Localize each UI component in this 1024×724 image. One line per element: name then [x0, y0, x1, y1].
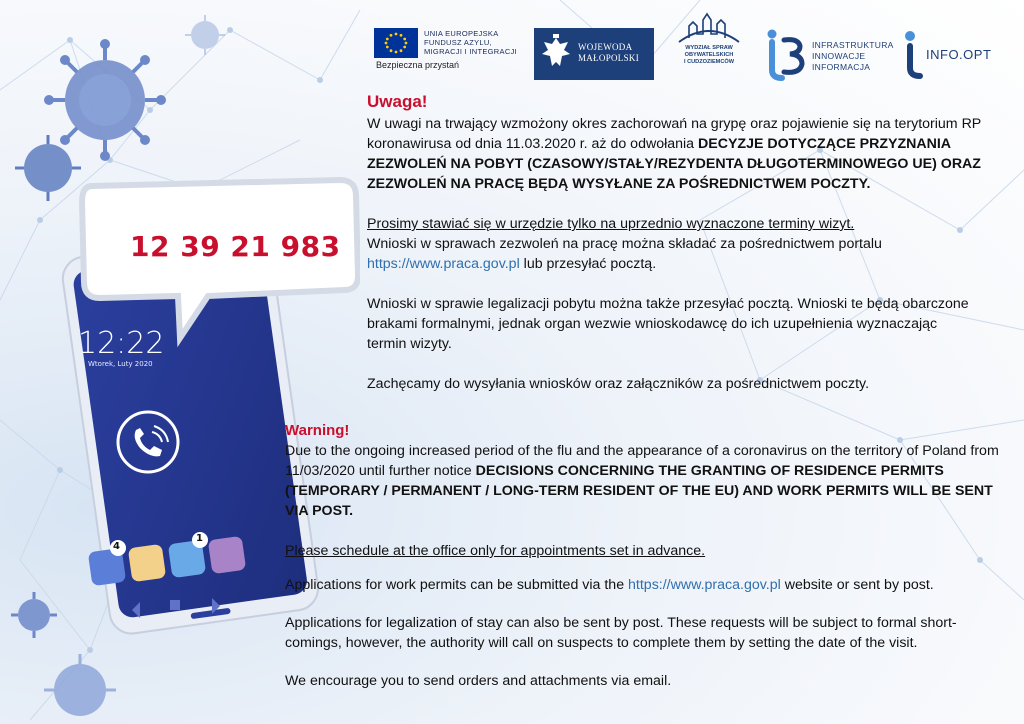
polish-paragraph-1 [367, 114, 1007, 194]
info-emblem-icon [898, 28, 926, 80]
wsoc-logo-text: WYDZIAŁ SPRAW OBYWATELSKICH I CUDZOZIEMCÓW [683, 45, 735, 65]
badge-count: 4 [113, 541, 120, 552]
english-paragraph-2: Please schedule at the office only for appointments set in advance. [285, 543, 706, 559]
english-paragraph-3 [285, 575, 1010, 595]
eu-logo-caption: Bezpieczna przystań [376, 60, 460, 70]
english-p1-bold: DECISIONS CONCERNING THE GRANTING OF RESIDENCE PERMITS (TEMPORARY / PERMANENT / LONG-TERM RESIDENT OF THE EU) AND WORK PERMITS WILL BE SENT VIA POST. [285, 463, 993, 519]
polish-p2-text: Wnioski w sprawach zezwoleń na pracę można składać za pośrednictwem portalu [367, 236, 882, 252]
praca-gov-link-en[interactable]: https://www.praca.gov.pl [628, 577, 781, 593]
badge-count: 1 [196, 533, 203, 544]
english-heading: Warning! [285, 422, 350, 439]
praca-gov-link[interactable]: https://www.praca.gov.pl [367, 256, 520, 272]
info-opt-logo [898, 28, 1008, 80]
polish-paragraph-2 [367, 214, 1007, 274]
eu-fund-logo [374, 28, 519, 72]
english-section [285, 441, 1010, 691]
iii-logo-text: INFRASTRUKTURA INNOWACJE INFORMACJA [812, 40, 894, 72]
polish-p1-bold: DECYZJE DOTYCZĄCE PRZYZNANIA ZEZWOLEŃ NA POBYT (CZASOWY/STAŁY/REZYDENTA DŁUGOTERMINOWEGO UE) ORAZ ZEZWOLEŃ NA PRACĘ BĘDĄ WYSYŁANE ZA POŚREDNICTWEM POCZTY. [367, 136, 981, 192]
wojewoda-logo [534, 28, 654, 80]
english-p3-text: Applications for work permits can be submitted via the [285, 577, 629, 593]
iii-logo [762, 26, 898, 82]
polish-section [367, 114, 1007, 394]
polish-paragraph-3: Wnioski w sprawie legalizacji pobytu można także przesyłać pocztą. Wnioski te będą obarczone brakami formalnymi, jednak organ wezwie wnioskodawcę do ich uzupełnienia wyznaczając termin wizyty. [367, 296, 969, 352]
polish-p1-text: W uwagi na trwający wzmożony okres zachorowań na grypę oraz pojawienie się na terytorium RP koronawirusa od dnia 11.03.2020 r. aż do odwołania [367, 116, 982, 152]
info-opt-logo-text: INFO.OPT [926, 47, 992, 62]
english-paragraph-4: Applications for legalization of stay can also be sent by post. These requests will be subject to formal short-comings, however, the authority will call on suspects to complete them by setting the date of the visit. [285, 615, 957, 651]
i3-emblem-icon [762, 26, 810, 82]
english-paragraph-1 [285, 441, 1010, 521]
polish-paragraph-4: Zachęcamy do wysyłania wniosków oraz załączników za pośrednictwem poczty. [367, 376, 870, 392]
polish-heading: Uwaga! [367, 92, 428, 111]
polish-p2-underlined: Prosimy stawiać się w urzędzie tylko na uprzednio wyznaczone terminy wizyt. [367, 216, 855, 232]
eu-flag-icon [374, 28, 418, 58]
english-p3-text-end: website or sent by post. [780, 577, 934, 593]
castle-icon [667, 12, 751, 46]
wsoc-logo [667, 12, 751, 84]
english-paragraph-5: We encourage you to send orders and attachments via email. [285, 673, 672, 689]
english-p1-text: Due to the ongoing increased period of the flu and the appearance of a coronavirus on the territory of Poland from 11/03/2020 until further notice [285, 443, 999, 479]
phone-clock: 12:22 [78, 326, 165, 361]
wojewoda-logo-text: WOJEWODA MAŁOPOLSKI [578, 42, 640, 63]
polish-p2-text-end: lub przesyłać pocztą. [519, 256, 657, 272]
phone-date: Wtorek, Luty 2020 [88, 360, 153, 368]
phone-number: 12 39 21 983 [130, 230, 341, 263]
eu-logo-text: UNIA EUROPEJSKA FUNDUSZ AZYLU, MIGRACJI I INTEGRACJI [424, 29, 517, 56]
eagle-emblem-icon [536, 28, 576, 80]
